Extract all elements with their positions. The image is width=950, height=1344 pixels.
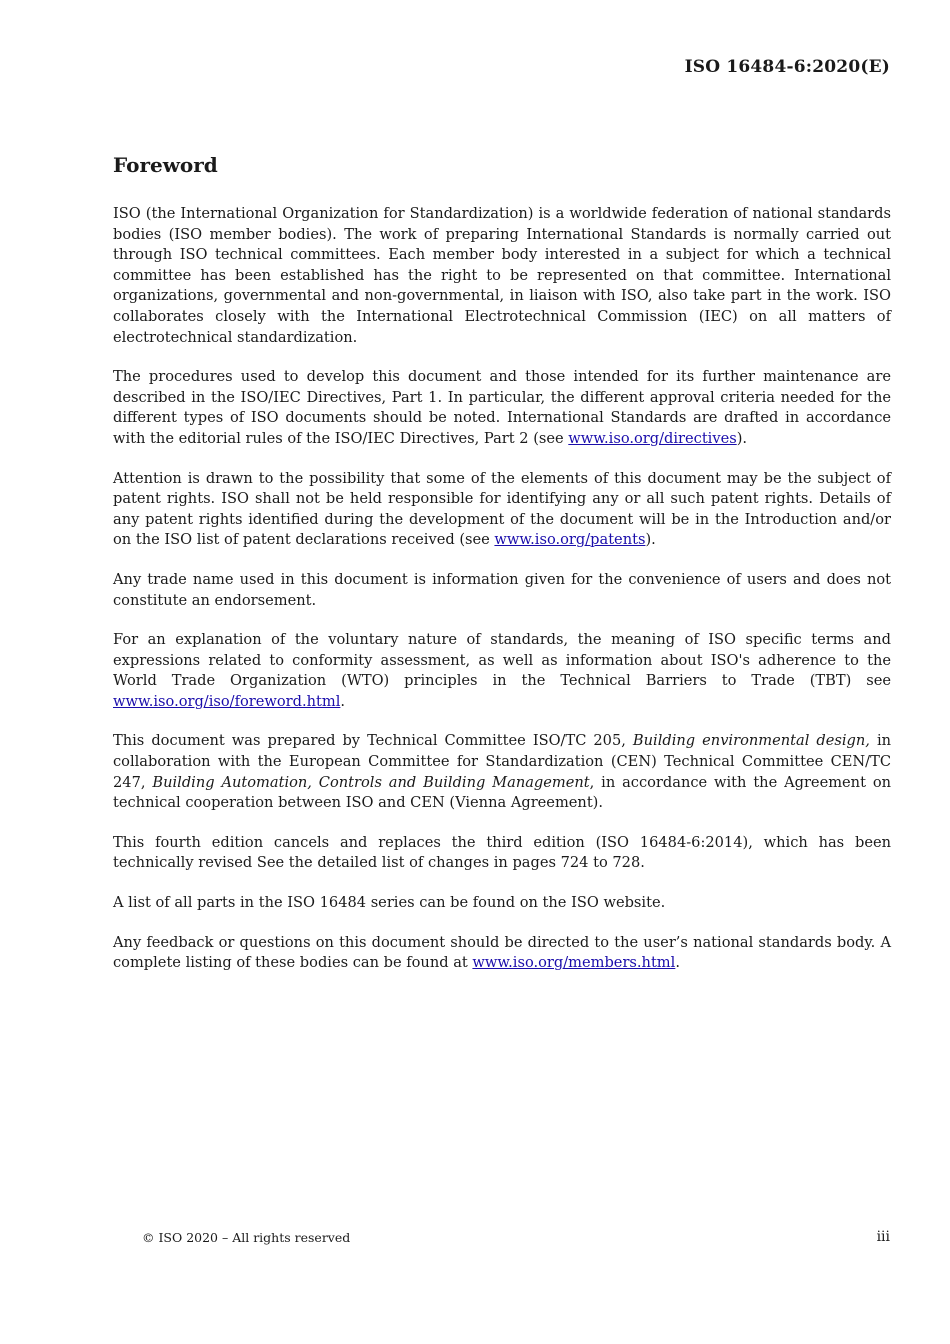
foreword-body xyxy=(113,204,891,993)
paragraph-procedures xyxy=(113,367,891,449)
paragraph-procedures-end: ). xyxy=(736,429,748,447)
paragraph-parts-list: A list of all parts in the ISO 16484 series can be found on the ISO website. xyxy=(113,894,666,912)
page-number: iii xyxy=(876,1229,890,1245)
document-id: ISO 16484-6:2020(E) xyxy=(684,57,890,77)
paragraph-patents xyxy=(113,469,891,551)
committee-title-247: Building Automation, Controls and Building Management xyxy=(152,773,590,791)
paragraph-feedback-text: Any feedback or questions on this document should be directed to the user’s national standards body. A complete listing of these bodies can be found at xyxy=(113,933,891,972)
prepared-by-text-1: This document was prepared by Technical Committee ISO/TC 205, xyxy=(113,732,633,750)
prepared-by-text-2: in collaboration with the European Committee for Standardization (CEN) Technical Committee CEN/TC 247, xyxy=(113,732,892,791)
paragraph-patents-text: Attention is drawn to the possibility that some of the elements of this document may be the subject of patent rights. ISO shall not be held responsible for identifying any or all such patent rights. Details of any patent rights identified during the development of the document will be in the Introduction and/or on the ISO list of patent declarations received (see xyxy=(113,469,891,549)
paragraph-patents-end: ). xyxy=(645,531,656,549)
paragraph-trade-name: Any trade name used in this document is information given for the convenience of users and does not constitute an endorsement. xyxy=(113,570,891,609)
footer-copyright: © ISO 2020 – All rights reserved xyxy=(142,1230,351,1245)
prepared-by-text-3: , in accordance with the Agreement on technical cooperation between ISO and CEN (Vienna Agreement). xyxy=(113,773,892,812)
paragraph-iso-intro: ISO (the International Organization for Standardization) is a worldwide federation of national standards bodies (ISO member bodies). The work of preparing International Standards is normally carried out through ISO technical committees. Each member body interested in a subject for which a technical committee has been established has the right to be represented on that committee. International organizations, governmental and non-governmental, in liaison with ISO, also take part in the work. ISO collaborates closely with the International Electrotechnical Commission (IEC) on all matters of electrotechnical standardization. xyxy=(113,205,891,346)
paragraph-voluntary-text: For an explanation of the voluntary nature of standards, the meaning of ISO specific terms and expressions related to conformity assessment, as well as information about ISO's adherence to the World Trade Organization (WTO) principles in the Technical Barriers to Trade (TBT) see xyxy=(113,631,891,690)
paragraph-procedures-text: The procedures used to develop this document and those intended for its further maintenance are described in the ISO/IEC Directives, Part 1. In particular, the different approval criteria needed for the different types of ISO documents should be noted. International Standards are drafted in accordance with the editorial rules of the ISO/IEC Directives, Part 2 (see xyxy=(113,368,891,447)
directives-link[interactable]: www.iso.org/directives xyxy=(568,429,737,447)
members-link[interactable]: www.iso.org/members.html xyxy=(472,954,676,972)
page-title: Foreword xyxy=(113,153,218,177)
committee-title-205: Building environmental design, xyxy=(632,732,870,750)
paragraph-prepared-by xyxy=(113,731,891,813)
paragraph-voluntary-end: . xyxy=(340,692,346,710)
foreword-link[interactable]: www.iso.org/iso/foreword.html xyxy=(113,692,341,710)
paragraph-edition: This fourth edition cancels and replaces the third edition (ISO 16484-6:2014), which has been technically revised See the detailed list of changes in pages 724 to 728. xyxy=(113,833,891,872)
paragraph-feedback-end: . xyxy=(675,954,680,972)
patents-link[interactable]: www.iso.org/patents xyxy=(494,531,646,549)
paragraph-feedback xyxy=(113,933,891,974)
paragraph-voluntary-nature xyxy=(113,630,891,712)
